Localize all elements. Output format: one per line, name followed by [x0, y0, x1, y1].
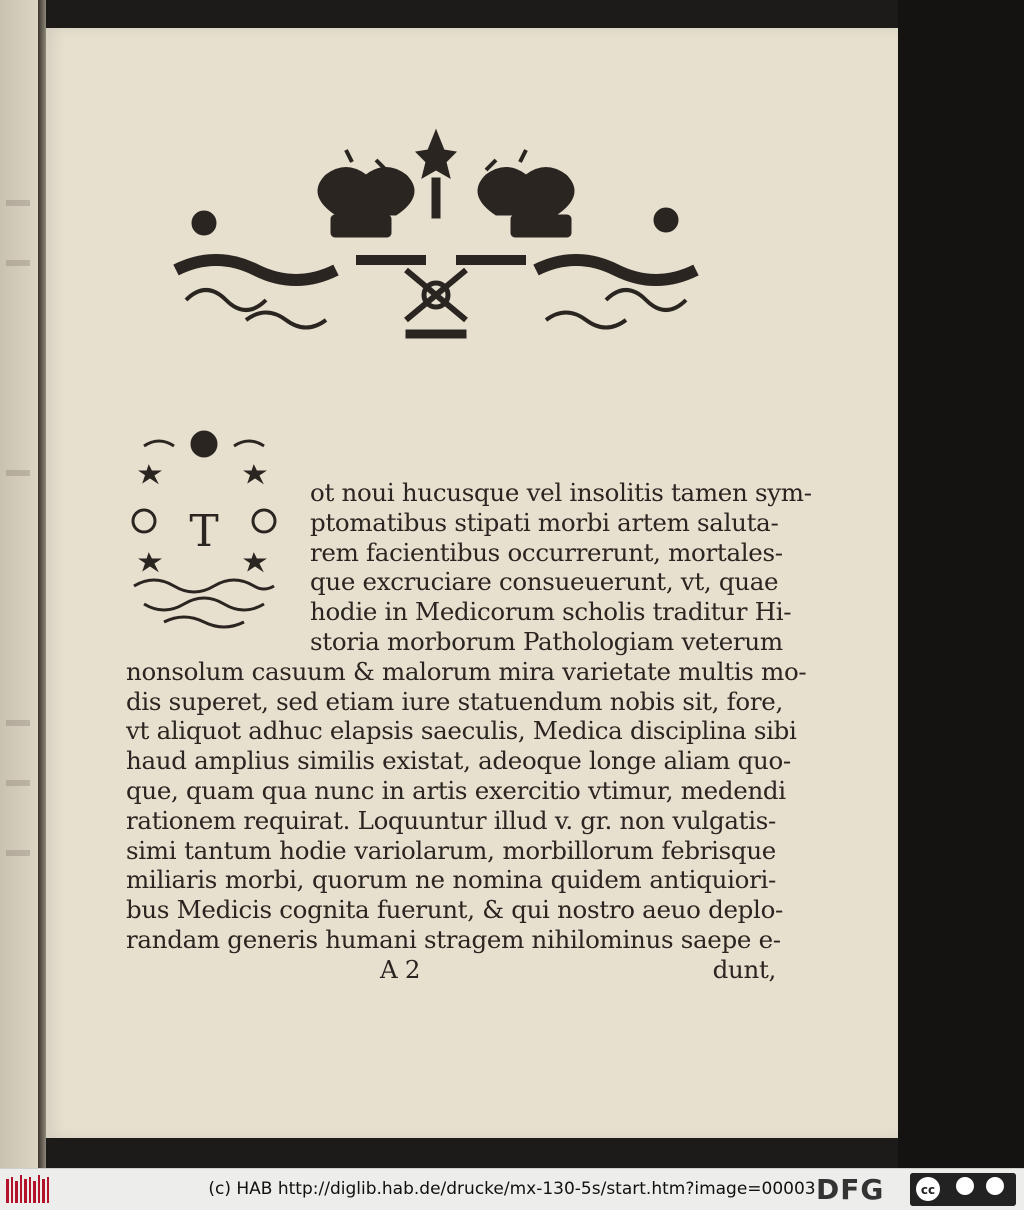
copyright-link[interactable]: (c) HAB http://diglib.hab.de/drucke/mx-130-5s/start.htm?image=00003	[208, 1179, 816, 1199]
bleed-mark	[6, 260, 30, 266]
text-line: ptomatibus stipati morbi artem saluta-	[310, 507, 779, 537]
svg-text:cc: cc	[920, 1183, 936, 1197]
dfg-logo: DFG	[816, 1173, 885, 1206]
viewer-footer-bar	[0, 1168, 1024, 1210]
text-line: miliaris morbi, quorum ne nomina quidem antiquiori-	[126, 865, 776, 895]
signature-mark: A 2	[380, 954, 421, 984]
page-footer-line	[126, 955, 776, 985]
text-line: rationem requirat. Loquuntur illud v. gr. non vulgatis-	[126, 805, 776, 835]
text-line: hodie in Medicorum scholis traditur Hi-	[310, 597, 792, 627]
catchword: dunt,	[712, 954, 776, 984]
bleed-mark	[6, 850, 30, 856]
book-gutter	[38, 0, 46, 1168]
bleed-mark	[6, 470, 30, 476]
text-line: dis superet, sed etiam iure statuendum nobis sit, fore,	[126, 686, 783, 716]
text-line: que excruciare consueuerunt, vt, quae	[310, 567, 779, 597]
bleed-mark	[6, 780, 30, 786]
text-line: randam generis humani stragem nihilominus saepe e-	[126, 924, 781, 954]
drop-cap-initial: T	[189, 506, 219, 557]
book-page	[46, 28, 898, 1138]
cc-license-badge[interactable]	[910, 1173, 1016, 1206]
text-line: bus Medicis cognita fuerunt, & qui nostro aeuo deplo-	[126, 895, 784, 925]
scan-background	[898, 0, 1024, 1168]
by-icon	[956, 1177, 974, 1195]
text-line: vt aliquot adhuc elapsis saeculis, Medica disciplina sibi	[126, 716, 797, 746]
text-line: nonsolum casuum & malorum mira varietate multis mo-	[126, 656, 807, 686]
headpiece-ornament	[126, 120, 746, 350]
text-line: que, quam qua nunc in artis exercitio vtimur, medendi	[126, 775, 786, 805]
bleed-mark	[6, 200, 30, 206]
adjacent-left-page	[0, 0, 40, 1168]
text-line: ot noui hucusque vel insolitis tamen sym-	[310, 478, 812, 507]
text-line: simi tantum hodie variolarum, morbillorum febrisque	[126, 835, 776, 865]
body-text	[126, 478, 812, 985]
text-line: rem facientibus occurrerunt, mortales-	[310, 537, 783, 567]
text-line: storia morborum Pathologiam veterum	[310, 626, 783, 656]
bleed-mark	[6, 720, 30, 726]
text-line: haud amplius similis existat, adeoque longe aliam quo-	[126, 746, 791, 776]
sa-icon	[986, 1177, 1004, 1195]
